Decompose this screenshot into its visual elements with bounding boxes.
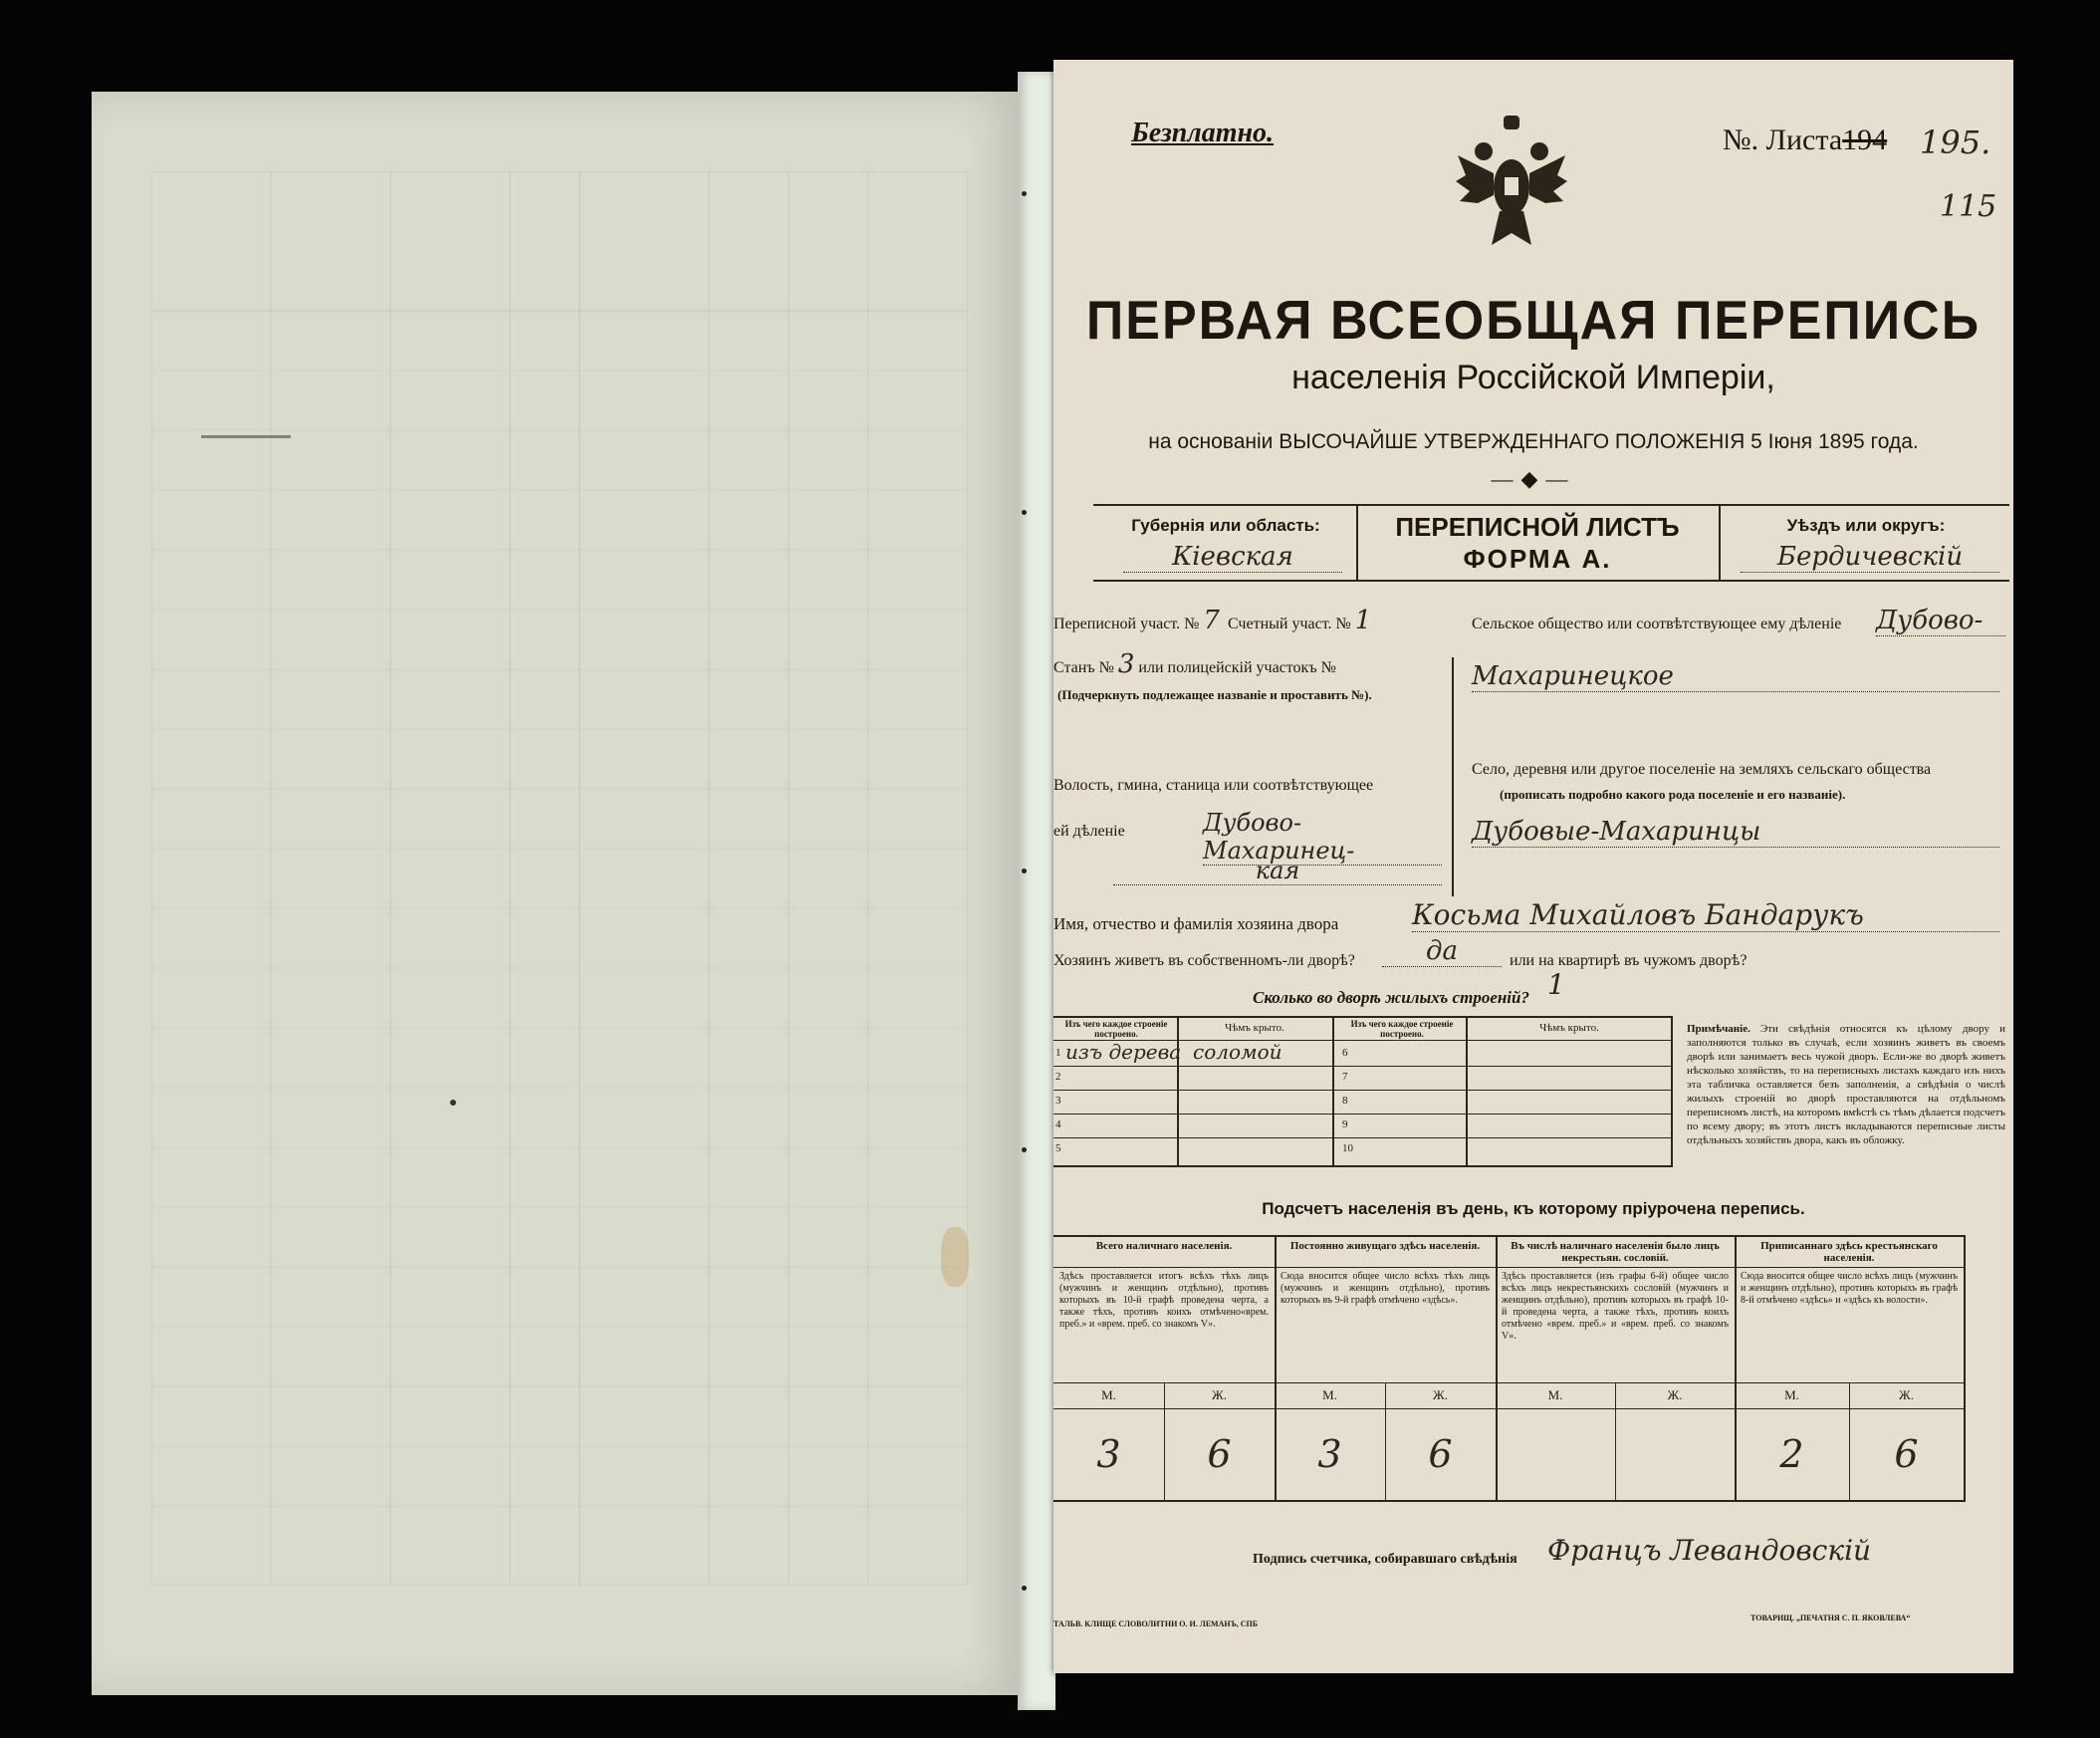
row-number: 5 (1055, 1142, 1061, 1154)
census-form-page (1053, 60, 2013, 1673)
count-plot-label: Счетный участ. № (1227, 616, 1351, 632)
uezd-label: Уѣздъ или округъ: (1786, 516, 1946, 535)
buildings-label: Сколько во дворѣ жилыхъ строеній? (1253, 988, 1529, 1007)
stan-value: 3 (1117, 649, 1135, 679)
row-number: 1 (1055, 1047, 1061, 1059)
count-col-head: Приписаннаго здѣсь крестьянскаго населенія. (1760, 1240, 1938, 1264)
society-label: Сельское общество или соотвѣтствующее ему дѣленіе (1472, 616, 1842, 632)
female-label: Ж. (1433, 1387, 1448, 1402)
row-number: 4 (1055, 1118, 1061, 1130)
gubernia-label: Губернія или область: (1131, 516, 1320, 535)
female-label: Ж. (1212, 1387, 1227, 1402)
village-note: (прописать подробно какого рода поселеніе и его названіе). (1500, 787, 1846, 802)
row-number: 3 (1055, 1095, 1061, 1107)
row-roof: соломой (1193, 1040, 1283, 1064)
row-number-2: 10 (1342, 1142, 1353, 1154)
male-label: М. (1101, 1387, 1116, 1402)
imprint-right: ТОВАРИЩ. „ПЕЧАТНЯ С. П. ЯКОВЛЕВА“ (1750, 1614, 1911, 1622)
form-main-title: ПЕРВАЯ ВСЕОБЩАЯ ПЕРЕПИСЬ (1085, 290, 1982, 352)
male-label: М. (1322, 1387, 1337, 1402)
count-column (1053, 1237, 1275, 1500)
census-plot-value: 7 (1203, 606, 1220, 635)
form-letter: ФОРМА А. (1463, 544, 1612, 574)
sheet-number-text: №. Листа (1723, 124, 1843, 156)
form-basis: на основаніи ВЫСОЧАЙШЕ УТВЕРЖДЕННАГО ПОЛОЖЕНІЯ 5 Іюня 1895 года. (1148, 430, 1919, 453)
faded-ruled-grid (151, 171, 968, 1586)
count-col-desc: Здѣсь проставляется (изъ графы 6-й) общее число всѣхъ лицъ некрестьянскихъ сословій (мужчинъ и женщинъ отдѣльно), противъ которыхъ въ графѣ 10-й проведена черта, а также тѣхъ, противъ коихъ отмѣчено «врем. преб.» и «врем. преб. со знакомъ V». (1502, 1271, 1729, 1342)
building-row (1053, 1066, 1671, 1090)
male-count: 3 (1317, 1432, 1342, 1476)
female-count: 6 (1894, 1432, 1919, 1476)
sheet-number-value: 195. (1920, 124, 1991, 161)
form-title: ПЕРЕПИСНОЙ ЛИСТЪ (1395, 512, 1680, 542)
building-row (1053, 1114, 1671, 1137)
count-col-desc: Сюда вносится общее число всѣхъ тѣхъ лицъ (мужчинъ и женщинъ отдѣльно), противъ которыхъ въ 9-й графѣ отмѣчено «здѣсь». (1281, 1271, 1490, 1306)
female-count: 6 (1207, 1432, 1232, 1476)
row-number-2: 7 (1342, 1071, 1348, 1083)
water-stain (941, 1227, 969, 1287)
double-headed-eagle-icon (1452, 116, 1571, 255)
row-number-2: 8 (1342, 1095, 1348, 1107)
society-value: Дубово- (1876, 606, 2005, 636)
rent-yard-label: или на квартирѣ въ чужомъ дворѣ? (1510, 952, 1748, 969)
row-number-2: 6 (1342, 1047, 1348, 1059)
faded-stroke (201, 435, 291, 438)
row-built: изъ дерева (1065, 1040, 1182, 1064)
census-plot-row (1053, 606, 1452, 635)
male-count: 2 (1779, 1432, 1804, 1476)
count-col-head: Всего наличнаго населенія. (1095, 1240, 1233, 1252)
imprint-left: ТАЛЬВ. КЛИЩЕ СЛОВОЛИТНИ О. И. ЛЕМАНЪ, СПБ (1053, 1619, 1258, 1628)
female-count: 6 (1428, 1432, 1453, 1476)
signature-label: Подпись счетчика, собиравшаго свѣдѣнія (1253, 1552, 1517, 1567)
stan-label: Станъ № (1053, 659, 1114, 676)
count-column (1496, 1237, 1735, 1500)
count-col-desc: Здѣсь проставляется итогъ всѣхъ тѣхъ лицъ (мужчинъ и женщинъ отдѣльно), противъ которыхъ въ 10-й графѣ проведена черта, а также тѣхъ, противъ коихъ отмѣчено«врем. преб.» и «врем. преб. со знакомъ V». (1059, 1271, 1269, 1330)
volost-label: Волость, гмина, станица или соотвѣтствующее (1053, 777, 1374, 794)
col-roof-header-2: Чѣмъ крыто. (1539, 1022, 1599, 1034)
male-count: 3 (1096, 1432, 1121, 1476)
note-text: Эти свѣдѣнія относятся къ цѣлому двору и заполняются только въ случаѣ, если хозяинъ живетъ въ своемъ дворѣ или занимаетъ весь чужой дворъ. Если-же во дворѣ живетъ нѣсколько хозяйствъ, то на переписныхъ листахъ каждаго изъ нихъ эта табличка оставляется безъ заполненія, а свѣдѣнія о числѣ жилыхъ строеній во дворѣ проставляются на отдѣльномъ переписномъ листѣ, на которомъ вмѣстѣ съ тѣмъ дѣлается подсчетъ по всему двору; въ этотъ листъ вкладываются переписные листы отдѣльныхъ хозяйствъ двора, какъ въ обложку. (1687, 1023, 2005, 1146)
ink-dot (450, 1100, 456, 1106)
volost-value: Дубово-Махаринец- (1203, 809, 1442, 866)
owner-name-value: Косьма Михайловъ Бандарукъ (1412, 898, 1999, 932)
col-roof-header: Чѣмъ крыто. (1225, 1022, 1284, 1034)
binding-strip (1018, 72, 1055, 1710)
left-page (92, 92, 1018, 1695)
census-plot-label: Переписной участ. № (1053, 616, 1200, 632)
count-column (1735, 1237, 1964, 1500)
count-col-head: Постоянно живущаго здѣсь населенія. (1289, 1240, 1481, 1252)
col-built-header: Изъ чего каждое строеніе построено. (1064, 1019, 1168, 1039)
buildings-table (1053, 1016, 1673, 1167)
volost-value-cont: кая (1113, 857, 1442, 885)
count-plot-value: 1 (1354, 606, 1372, 635)
buildings-value: 1 (1547, 968, 1565, 1001)
count-column (1275, 1237, 1496, 1500)
uezd-value: Бердичевскій (1741, 542, 1999, 573)
volost-label-cont: ей дѣленіе (1053, 823, 1125, 840)
building-row (1053, 1090, 1671, 1114)
own-yard-value: да (1382, 936, 1502, 967)
col-built-header-2: Изъ чего каждое строеніе построено. (1350, 1019, 1454, 1039)
underline-note: (Подчеркнуть подлежащее названіе и проставить №). (1057, 687, 1372, 702)
row-number-2: 9 (1342, 1118, 1348, 1130)
village-value: Дубовые-Махаринцы (1472, 817, 1999, 848)
male-label: М. (1547, 1387, 1563, 1402)
village-label: Село, деревня или другое поселеніе на земляхъ сельскаго общества (1472, 761, 1932, 778)
count-title: Подсчетъ населенія въ день, къ которому пріурочена перепись. (1262, 1199, 1805, 1218)
count-col-desc: Сюда вносится общее число всѣхъ лицъ (мужчинъ и женщинъ отдѣльно), противъ которыхъ въ графѣ 8-й отмѣчено «здѣсь» и «здѣсь къ волости». (1741, 1271, 1958, 1306)
count-col-head: Въ числѣ наличнаго населенія было лицъ некрестьян. сословій. (1511, 1240, 1720, 1264)
sheet-number-label (1723, 124, 1887, 157)
building-row (1053, 1042, 1671, 1066)
sheet-number-struck: 194 (1842, 124, 1888, 156)
free-label: Безплатно. (1131, 118, 1275, 148)
owner-name-label: Имя, отчество и фамилія хозяина двора (1053, 914, 1339, 933)
society-value-cont: Махаринецкое (1472, 661, 1999, 692)
row-number: 2 (1055, 1071, 1061, 1083)
stan-row (1053, 649, 1452, 679)
female-label: Ж. (1899, 1387, 1914, 1402)
note-title: Примѣчаніе. (1687, 1023, 1750, 1035)
own-yard-label: Хозяинъ живетъ въ собственномъ-ли дворѣ? (1053, 952, 1355, 969)
ornament-divider: —◆— (1491, 466, 1576, 491)
signature-value: Францъ Левандовскій (1547, 1534, 1872, 1567)
population-count-table (1053, 1235, 1966, 1502)
male-label: М. (1784, 1387, 1799, 1402)
sheet-number-alt: 115 (1940, 189, 1997, 224)
building-row (1053, 1137, 1671, 1161)
gubernia-value: Кіевская (1123, 542, 1342, 573)
buildings-note (1687, 1022, 2005, 1147)
female-label: Ж. (1667, 1387, 1683, 1402)
police-label: или полицейскій участокъ № (1138, 659, 1336, 676)
form-subtitle: населенія Россійской Имперіи, (1291, 359, 1775, 396)
